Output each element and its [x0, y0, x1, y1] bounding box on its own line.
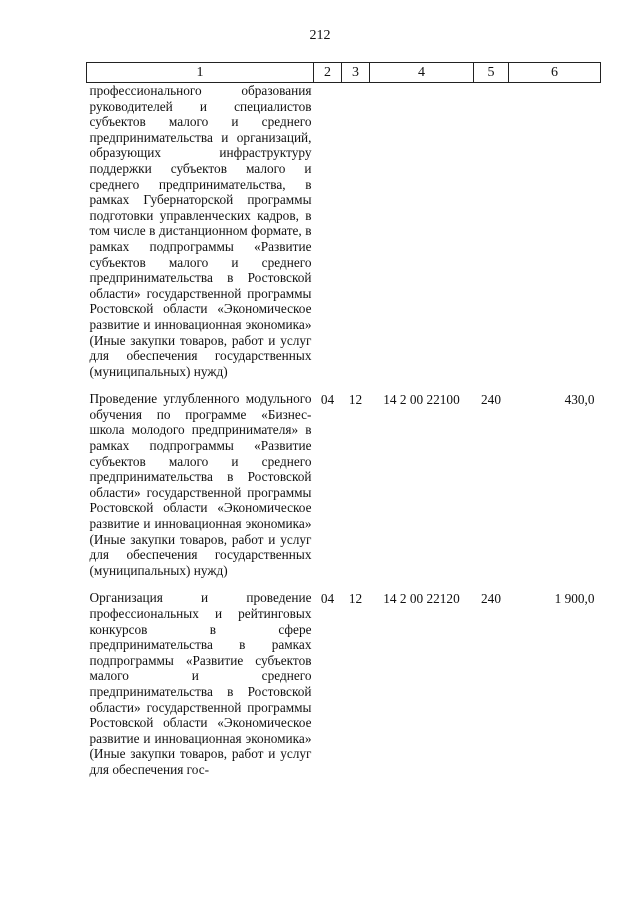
row-description: профессионального образования руководителей и специалистов субъектов малого и среднего предпринимательства и организаций, образующих инфраструктуру поддержки субъектов малого и среднего предпринимательства, в рамках Губернаторской программы подготовки управленческих кадров, в том числе в дистанционном формате, в рамках подпрограммы «Развитие субъектов малого и среднего предпринимательства в Ростовской области» государственной программы Ростовской области «Экономическое развитие и инновационная экономика» (Иные закупки товаров, работ и услуг для обеспечения государственных (муниципальных) нужд)	[89, 83, 312, 379]
row-subsection: 12	[348, 591, 363, 607]
column-number-header-row	[87, 63, 601, 83]
row-target-article: 14 2 00 22100	[383, 392, 460, 408]
row-description: Организация и проведение профессиональных и рейтинговых конкурсов в сфере предпринимательства в рамках подпрограммы «Развитие субъектов малого и среднего предпринимательства в Ростовской области» государственной программы Ростовской области «Экономическое развитие и инновационная экономика» (Иные закупки товаров, работ и услуг для обеспечения гос-	[89, 590, 312, 777]
row-section: 04	[320, 392, 335, 408]
row-amount: 1 900,0	[554, 591, 595, 607]
row-amount: 430,0	[564, 392, 595, 408]
table-row	[87, 83, 601, 380]
row-section: 04	[320, 591, 335, 607]
row-expense-type	[474, 83, 509, 380]
row-section	[314, 83, 342, 380]
column-header-2: 2	[314, 63, 342, 83]
column-header-6: 6	[509, 63, 601, 83]
row-subsection	[342, 83, 370, 380]
row-amount	[509, 83, 601, 380]
row-target-article: 14 2 00 22120	[383, 591, 460, 607]
budget-table	[86, 62, 601, 778]
table-row	[87, 391, 601, 578]
row-expense-type: 240	[481, 392, 501, 408]
row-spacer	[87, 379, 601, 391]
page-number: 212	[309, 28, 331, 43]
column-header-5: 5	[474, 63, 509, 83]
row-subsection: 12	[348, 392, 363, 408]
column-header-4: 4	[370, 63, 474, 83]
row-spacer	[87, 578, 601, 590]
table-row	[87, 590, 601, 777]
column-header-1: 1	[87, 63, 314, 83]
row-expense-type: 240	[481, 591, 501, 607]
column-header-3: 3	[342, 63, 370, 83]
row-target-article	[370, 83, 474, 380]
row-description: Проведение углубленного модульного обучения по программе «Бизнес-школа молодого предпринимателя» в рамках подпрограммы «Развитие субъектов малого и среднего предпринимательства в Ростовской области» государственной программы Ростовской области «Экономическое развитие и инновационная экономика» (Иные закупки товаров, работ и услуг для обеспечения государственных (муниципальных) нужд)	[89, 391, 312, 578]
